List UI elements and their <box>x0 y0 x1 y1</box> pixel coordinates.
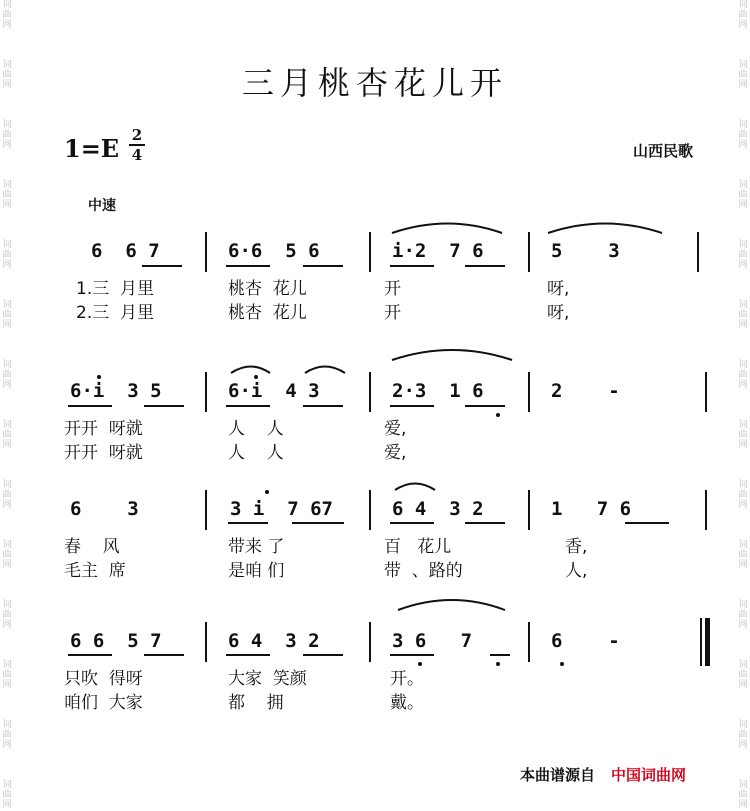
watermark-text: 词 曲 网 <box>2 660 12 690</box>
lyric: 人 人 <box>228 419 284 439</box>
lyric: 开 <box>384 303 401 323</box>
watermark-text: 词 曲 网 <box>2 0 12 30</box>
watermark-text: 词 曲 网 <box>738 420 748 450</box>
tempo-mark: 中速 <box>88 198 116 214</box>
measure-notes: 6 6 5 7 <box>70 630 162 652</box>
source-prefix: 本曲谱源自 <box>520 766 596 784</box>
watermark-text: 词 曲 网 <box>738 720 748 750</box>
song-origin: 山西民歌 <box>633 142 694 160</box>
watermark-text: 词 曲 网 <box>2 480 12 510</box>
lyric: 咱们 大家 <box>64 693 143 713</box>
lyric: 是咱 们 <box>228 561 285 581</box>
lyric: 桃杏 花儿 <box>228 279 307 299</box>
lyric: 戴。 <box>390 693 424 713</box>
measure-notes: 6 3 <box>70 498 139 520</box>
watermark-text: 词 曲 网 <box>738 120 748 150</box>
measure-notes: 6·i 3 5 <box>70 380 162 402</box>
measure-notes: 5 3 <box>551 240 620 262</box>
watermark-text: 词 曲 网 <box>738 600 748 630</box>
watermark-text: 词 曲 网 <box>738 660 748 690</box>
lyric: 呀, <box>547 279 570 299</box>
lyric: 开 <box>384 279 401 299</box>
measure-notes: i·2 7 6 <box>392 240 484 262</box>
lyric: 人, <box>565 561 588 581</box>
slur <box>395 484 435 491</box>
lyric: 开开 呀就 <box>64 419 143 439</box>
measure-notes: 6·6 5 6 <box>228 240 320 262</box>
lyric: 1.三 月里 <box>76 279 155 299</box>
lyric: 毛主 席 <box>64 561 126 581</box>
watermark-text: 词 曲 网 <box>2 240 12 270</box>
watermark-text: 词 曲 网 <box>2 180 12 210</box>
lyric: 呀, <box>547 303 570 323</box>
measure-notes: 2·3 1 6 <box>392 380 484 402</box>
measure-notes: 2 - <box>551 380 620 402</box>
slur <box>392 224 502 234</box>
measure-notes: 6·i 4 3 <box>228 380 320 402</box>
watermark-text: 词 曲 网 <box>2 780 12 810</box>
watermark-text: 词 曲 网 <box>2 600 12 630</box>
lyric: 大家 笑颜 <box>228 669 307 689</box>
watermark-text: 词 曲 网 <box>2 120 12 150</box>
watermark-text: 词 曲 网 <box>2 540 12 570</box>
lyric: 桃杏 花儿 <box>228 303 307 323</box>
lyric: 只吹 得呀 <box>64 669 143 689</box>
lyric: 春 风 <box>64 537 120 557</box>
slur <box>392 350 512 360</box>
key-signature: 1=E <box>64 134 120 163</box>
watermark-text: 词 曲 网 <box>738 0 748 30</box>
measure-notes: 3 6 7 <box>392 630 473 652</box>
lyric: 2.三 月里 <box>76 303 155 323</box>
lyric: 人 人 <box>228 443 284 463</box>
watermark-text: 词 曲 网 <box>2 420 12 450</box>
watermark-text: 词 曲 网 <box>738 780 748 810</box>
slur <box>305 367 345 374</box>
watermark-text: 词 曲 网 <box>2 60 12 90</box>
time-denominator: 4 <box>131 146 143 164</box>
lyric: 都 拥 <box>228 693 284 713</box>
lyric: 百 花儿 <box>384 537 452 557</box>
page-title: 三月桃杏花儿开 <box>241 64 508 102</box>
source-credit <box>520 764 686 785</box>
slur <box>548 224 662 234</box>
lyric: 带来 了 <box>228 537 285 557</box>
measure-notes: 6 4 3 2 <box>228 630 320 652</box>
time-numerator: 2 <box>131 126 143 144</box>
measure-notes: 3 i 7 67 <box>230 498 333 520</box>
watermark-text: 词 曲 网 <box>738 300 748 330</box>
watermark-text: 词 曲 网 <box>738 60 748 90</box>
watermark-text: 词 曲 网 <box>2 720 12 750</box>
watermark-text: 词 曲 网 <box>738 480 748 510</box>
source-brand-link[interactable]: 中国词曲网 <box>611 766 687 784</box>
watermark-text: 词 曲 网 <box>738 540 748 570</box>
lyric: 香, <box>565 537 588 557</box>
measure-notes: 6 6 7 <box>91 240 160 262</box>
slur <box>231 367 270 374</box>
measure-notes: 6 4 3 2 <box>392 498 484 520</box>
watermark-text: 词 曲 网 <box>738 360 748 390</box>
measure-notes: 1 7 6 <box>551 498 632 520</box>
watermark-text: 词 曲 网 <box>738 180 748 210</box>
lyric: 开。 <box>390 669 424 689</box>
watermark-text: 词 曲 网 <box>738 240 748 270</box>
watermark-text: 词 曲 网 <box>2 300 12 330</box>
slur <box>398 600 505 610</box>
lyric: 爱, <box>384 443 407 463</box>
lyric: 带 、路的 <box>384 561 463 581</box>
lyric: 开开 呀就 <box>64 443 143 463</box>
lyric: 爱, <box>384 419 407 439</box>
watermark-text: 词 曲 网 <box>2 360 12 390</box>
measure-notes: 6 - <box>551 630 620 652</box>
